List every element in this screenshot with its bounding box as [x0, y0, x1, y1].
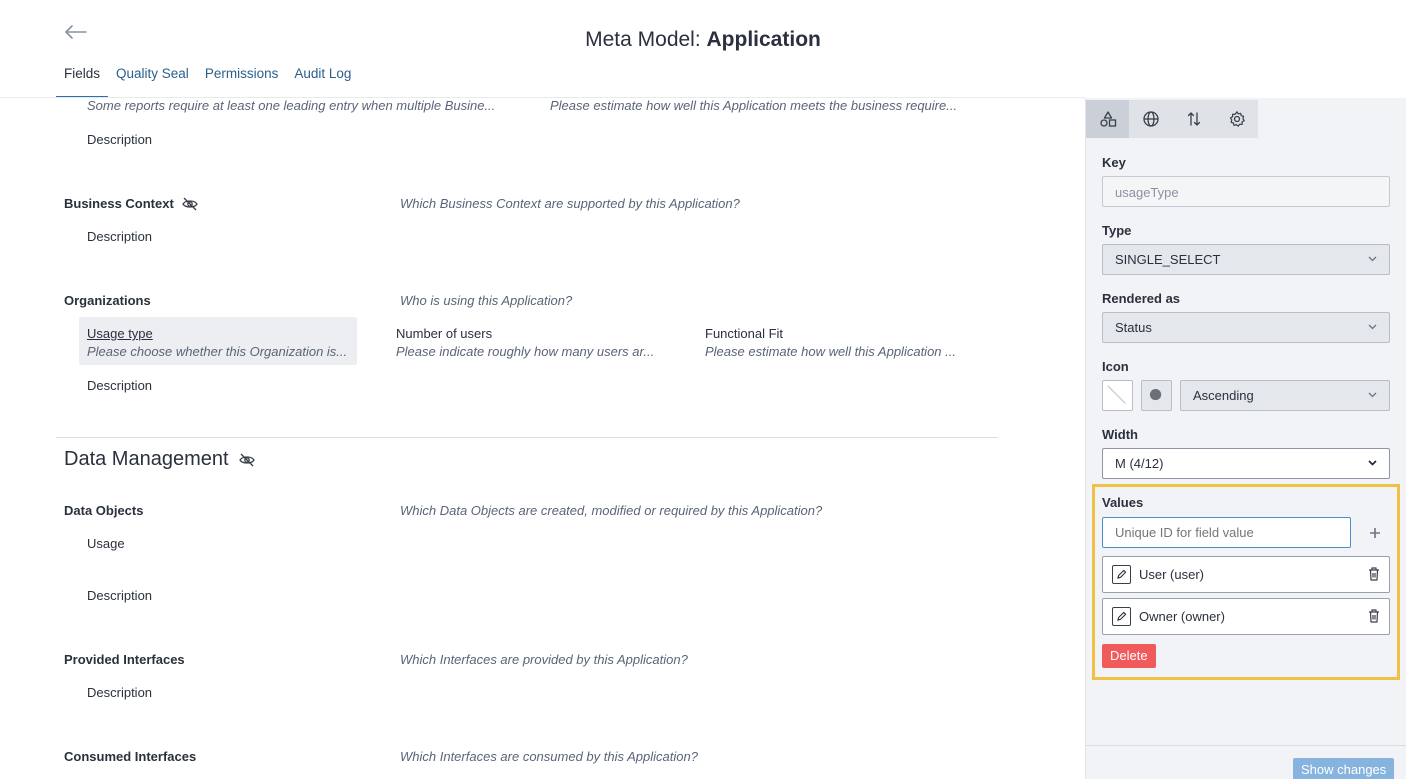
icon-label: Icon — [1102, 359, 1129, 374]
usage-type-hint: Please choose whether this Organization is... — [87, 344, 348, 359]
panel-tab-sort[interactable] — [1172, 100, 1215, 138]
circle-icon — [1142, 381, 1171, 410]
key-input[interactable]: usageType — [1102, 176, 1390, 207]
delete-button[interactable]: Delete — [1102, 644, 1156, 668]
values-label: Values — [1102, 495, 1144, 510]
organizations-label[interactable]: Organizations — [64, 293, 151, 308]
sort-icon — [1185, 110, 1203, 128]
usage-field[interactable]: Usage — [87, 536, 125, 551]
icon-order-value: Ascending — [1193, 388, 1254, 403]
type-value: SINGLE_SELECT — [1115, 252, 1221, 267]
pencil-icon — [1116, 611, 1127, 622]
business-context-text: Business Context — [64, 196, 174, 211]
usage-type-label[interactable]: Usage type — [87, 326, 153, 341]
circle-icon-button[interactable] — [1141, 380, 1172, 411]
chevron-down-icon — [1368, 256, 1377, 262]
eye-slash-icon[interactable] — [239, 453, 255, 467]
eye-slash-icon[interactable] — [182, 197, 198, 211]
number-of-users-label[interactable]: Number of users — [396, 326, 493, 341]
gear-icon — [1228, 110, 1246, 128]
trash-icon[interactable] — [1367, 608, 1381, 624]
data-objects-hint: Which Data Objects are created, modified or required by this Application? — [400, 503, 823, 518]
add-value-button[interactable] — [1359, 517, 1390, 548]
data-objects-label[interactable]: Data Objects — [64, 503, 144, 518]
page-title-prefix: Meta Model: — [585, 28, 707, 51]
provided-interfaces-hint: Which Interfaces are provided by this Application? — [400, 652, 688, 667]
panel-tab-settings[interactable] — [1215, 100, 1258, 138]
description-field[interactable]: Description — [87, 588, 153, 603]
provided-interfaces-label[interactable]: Provided Interfaces — [64, 652, 185, 667]
section-divider — [56, 437, 998, 438]
value-id-input[interactable] — [1102, 517, 1351, 548]
edit-value-button[interactable] — [1112, 565, 1131, 584]
width-select[interactable] — [1102, 448, 1390, 479]
description-field[interactable]: Description — [87, 685, 153, 700]
key-label: Key — [1102, 155, 1126, 170]
tab-quality-seal[interactable]: Quality Seal — [116, 66, 189, 81]
organizations-hint: Who is using this Application? — [400, 293, 573, 308]
type-select[interactable] — [1102, 244, 1390, 275]
trash-icon[interactable] — [1367, 566, 1381, 582]
consumed-interfaces-hint: Which Interfaces are consumed by this Application? — [400, 749, 698, 764]
page-title — [0, 28, 1406, 52]
globe-icon — [1142, 110, 1160, 128]
field-hint[interactable]: Please estimate how well this Application meets the business require... — [550, 98, 958, 113]
functional-fit-label[interactable]: Functional Fit — [705, 326, 784, 341]
rendered-as-label: Rendered as — [1102, 291, 1181, 306]
edit-value-button[interactable] — [1112, 607, 1131, 626]
type-label: Type — [1102, 223, 1132, 238]
chevron-down-icon — [1368, 460, 1377, 466]
chevron-down-icon — [1368, 392, 1377, 398]
value-label: User (user) — [1139, 567, 1205, 582]
panel-tab-translations[interactable] — [1129, 100, 1172, 138]
field-settings-panel — [1085, 98, 1406, 779]
tab-bar — [56, 62, 359, 98]
number-of-users-hint: Please indicate roughly how many users ar... — [396, 344, 655, 359]
tab-audit-log[interactable]: Audit Log — [294, 66, 352, 81]
business-context-hint: Which Business Context are supported by this Application? — [400, 196, 740, 211]
pencil-icon — [1116, 569, 1127, 580]
icon-order-select[interactable] — [1180, 380, 1390, 411]
consumed-interfaces-label[interactable]: Consumed Interfaces — [64, 749, 197, 764]
section-title: Data Management — [64, 448, 229, 470]
shapes-icon — [1099, 110, 1117, 128]
description-field[interactable]: Description — [87, 378, 153, 393]
width-label: Width — [1102, 427, 1138, 442]
value-item[interactable] — [1102, 598, 1390, 635]
plus-icon — [1369, 527, 1381, 539]
rendered-as-value: Status — [1115, 320, 1152, 335]
value-label: Owner (owner) — [1139, 609, 1225, 624]
panel-tab-shapes[interactable] — [1086, 100, 1129, 138]
description-field[interactable]: Description — [87, 229, 153, 244]
value-item[interactable] — [1102, 556, 1390, 593]
panel-footer-divider — [1086, 745, 1406, 746]
width-value: M (4/12) — [1115, 456, 1164, 471]
chevron-down-icon — [1368, 324, 1377, 330]
rendered-as-select[interactable] — [1102, 312, 1390, 343]
panel-tab-bar — [1086, 100, 1258, 138]
data-management-section[interactable] — [64, 448, 255, 471]
business-context-label[interactable] — [64, 196, 198, 211]
no-icon-icon — [1103, 381, 1132, 410]
tab-permissions[interactable]: Permissions — [204, 66, 279, 81]
no-icon-button[interactable] — [1102, 380, 1133, 411]
functional-fit-hint: Please estimate how well this Application ... — [705, 344, 956, 359]
tab-fields[interactable]: Fields — [56, 62, 108, 98]
description-field[interactable]: Description — [87, 132, 153, 147]
field-hint[interactable]: Some reports require at least one leading entry when multiple Busine... — [87, 98, 496, 113]
fields-editor — [0, 98, 1085, 779]
show-changes-button[interactable]: Show changes — [1293, 758, 1394, 779]
page-title-entity: Application — [706, 28, 821, 51]
